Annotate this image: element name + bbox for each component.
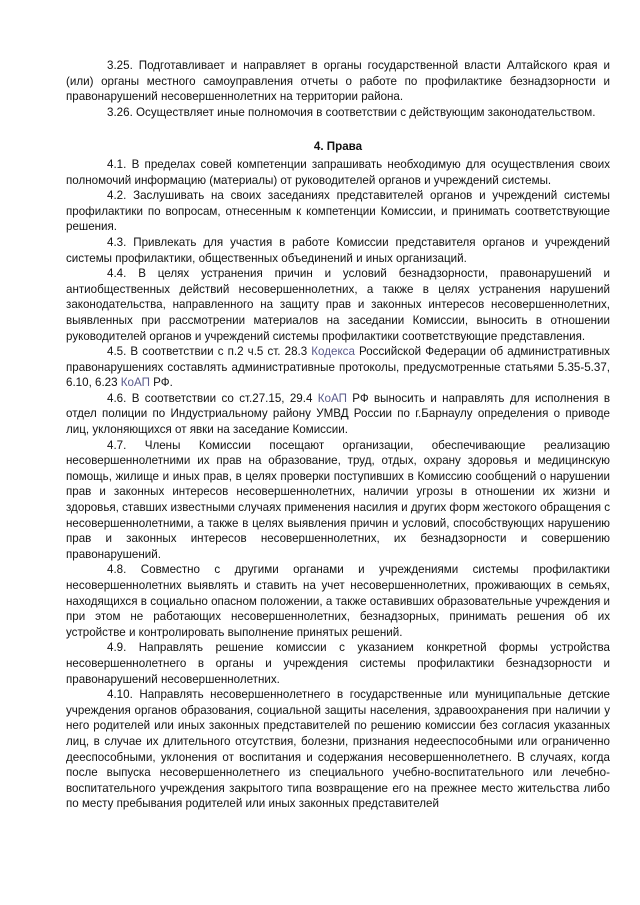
paragraph-4-3: 4.3. Привлекать для участия в работе Комиссии представителя органов и учреждений системы профилактики, общественных объединений и иных организаций. — [66, 235, 610, 265]
codex-link[interactable]: Кодекса — [311, 345, 355, 359]
paragraph-4-2: 4.2. Заслушивать на своих заседаниях представителей органов и учреждений системы профилактики по вопросам, отнесенным к компетенции Комиссии, и принимать соответствующие решения. — [66, 189, 610, 234]
paragraph-4-5-text-end: РФ. — [149, 376, 173, 390]
document-page — [66, 58, 610, 812]
paragraph-4-4: 4.4. В целях устранения причин и условий безнадзорности, правонарушений и антиобщественных действий несовершеннолетних, а также в целях устранения нарушений законодательства, направленного на защиту прав и законных интересов несовершеннолетних, выявленных при рассмотрении материалов на заседании Комиссии, выносить в отношении руководителей органов и учреждений системы профилактики соответствующие представления. — [66, 267, 610, 343]
paragraph-3-25: 3.25. Подготавливает и направляет в органы государственной власти Алтайского края и (или) органы местного самоуправления отчеты о работе по профилактике безнадзорности и правонарушений несовершеннолетних на территории района. — [66, 59, 610, 104]
paragraph-4-8: 4.8. Совместно с другими органами и учреждениями системы профилактики несовершеннолетних выявлять и ставить на учет несовершеннолетних, проживающих в семьях, находящихся в социально опасном положении, а также оставивших образовательные учреждения и при этом не работающих несовершеннолетних, безнадзорных, принимать решения об их устройстве и контролировать выполнение принятых решений. — [66, 563, 610, 639]
paragraph-4-6-text: 4.6. В соответствии со ст.27.15, 29.4 — [107, 391, 318, 405]
section-heading: 4. Права — [313, 140, 363, 154]
paragraph-4-5-text-middle: Российской Федерации об административных правонарушениях составлять административные протоколы, предусмотренные статьями 5.35-5.37, 6.10, 6.23 — [66, 345, 610, 390]
paragraph-4-5-text: 4.5. В соответствии с п.2 ч.5 ст. 28.3 — [107, 345, 312, 359]
paragraph-4-6 — [66, 391, 610, 438]
paragraph-4-9: 4.9. Направлять решение комиссии с указанием конкретной формы устройства несовершеннолетнего в органы и учреждения системы профилактики безнадзорности и правонарушений несовершеннолетних. — [66, 641, 610, 686]
paragraph-3-26: 3.26. Осуществляет иные полномочия в соответствии с действующим законодательством. — [107, 105, 596, 119]
paragraph-4-7: 4.7. Члены Комиссии посещают организации, обеспечивающие реализацию несовершеннолетними их прав на образование, труд, отдых, охрану здоровья и медицинскую помощь, жилище и иных прав, в целях проверки поступивших в Комиссию сообщений о нарушении прав и законных интересов несовершеннолетних, наличии угрозы в отношении их жизни и здоровья, ставших известными случаях применения насилия и других форм жестокого обращения с несовершеннолетними, а также в целях выявления причин и условий, способствующих нарушению прав и законных интересов несовершеннолетних, их безнадзорности и совершению правонарушений. — [66, 438, 610, 561]
paragraph-4-6-text-end: РФ выносить и направлять для исполнения в отдел полиции по Индустриальному району УМВД России по г.Барнаулу определения о приводе лиц, уклоняющихся от явки на заседание Комиссии. — [66, 391, 611, 437]
paragraph-4-5 — [66, 344, 610, 391]
paragraph-4-10: 4.10. Направлять несовершеннолетнего в государственные или муниципальные детские учреждения органов образования, социальной защиты населения, здравоохранения при наличии у него родителей или иных законных представителей по решению комиссии без согласия указанных лиц, в случае их длительного отсутствия, болезни, признания недееспособными или ограниченно дееспособными, уклонения от воспитания и содержания несовершеннолетнего. В случаях, когда после выпуска несовершеннолетнего из специального учебно-воспитательного или лечебно-воспитательного учреждения закрытого типа возвращение его на прежнее место жительства либо по месту пребывания родителей или иных законных представителей — [66, 688, 610, 811]
paragraph-4-1: 4.1. В пределах совей компетенции запрашивать необходимую для осуществления своих полномочий информацию (материалы) от руководителей органов и учреждений системы. — [66, 157, 610, 187]
koap-link[interactable]: КоАП — [317, 391, 347, 405]
koap-link[interactable]: КоАП — [120, 376, 150, 390]
